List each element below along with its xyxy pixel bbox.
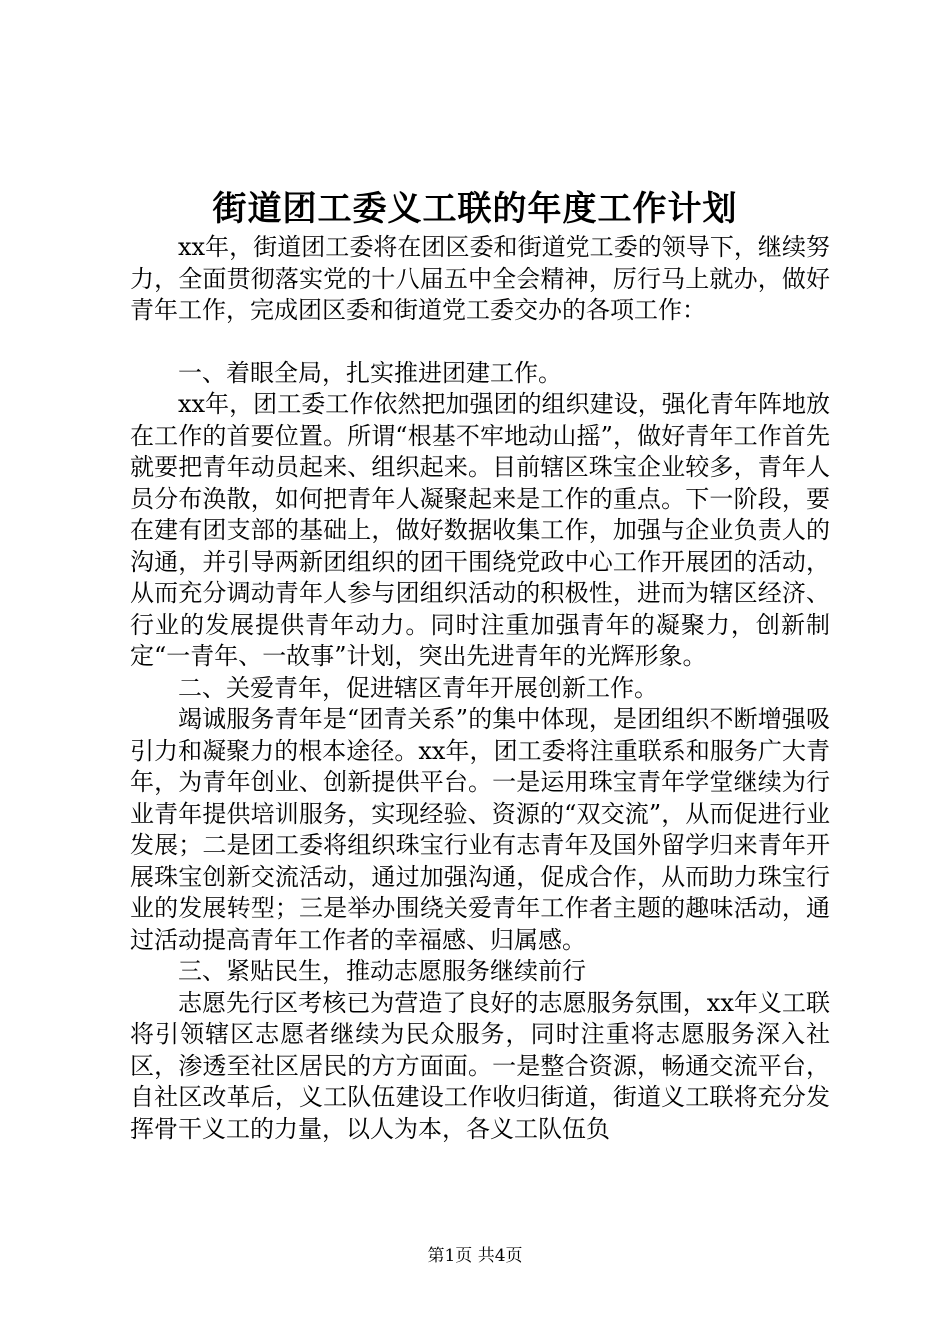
page-number-footer: 第1页 共4页 [427, 1246, 523, 1266]
section-2-paragraph: 竭诚服务青年是“团青关系”的集中体现，是团组织不断增强吸引力和凝聚力的根本途径。xx年，团工委将注重联系和服务广大青年，为青年创业、创新提供平台。一是运用珠宝青年学堂继续为行业青年提供培训服务，实现经验、资源的“双交流”，从而促进行业发展；二是团工委将组织珠宝行业有志青年及国外留学归来青年开展珠宝创新交流活动，通过加强沟通，促成合作，从而助力珠宝行业的发展转型；三是举办围绕关爱青年工作者主题的趣味活动，通过活动提高青年工作者的幸福感、归属感。 [130, 705, 830, 954]
section-heading-2: 二、关爱青年，促进辖区青年开展创新工作。 [178, 673, 658, 702]
section-heading-3: 三、紧贴民生，推动志愿服务继续前行 [178, 957, 586, 985]
section-3-paragraph: 志愿先行区考核已为营造了良好的志愿服务氛围，xx年义工联将引领辖区志愿者继续为民众服务，同时注重将志愿服务深入社区，渗透至社区居民的方方面面。一是整合资源，畅通交流平台，自社区改革后，义工队伍建设工作收归街道，街道义工联将充分发挥骨干义工的力量，以人为本，各义工队伍负 [130, 988, 830, 1143]
section-heading-1: 一、着眼全局，扎实推进团建工作。 [178, 358, 562, 387]
document-body [130, 232, 830, 1145]
intro-paragraph: xx年，街道团工委将在团区委和街道党工委的领导下，继续努力，全面贯彻落实党的十八届五中全会精神，厉行马上就办，做好青年工作，完成团区委和街道党工委交办的各项工作： [130, 233, 830, 324]
section-1-paragraph: xx年，团工委工作依然把加强团的组织建设，强化青年阵地放在工作的首要位置。所谓“根基不牢地动山摇”，做好青年工作首先就要把青年动员起来、组织起来。目前辖区珠宝企业较多，青年人员分布涣散，如何把青年人凝聚起来是工作的重点。下一阶段，要在建有团支部的基础上，做好数据收集工作，加强与企业负责人的沟通，并引导两新团组织的团干围绕党政中心工作开展团的活动，从而充分调动青年人参与团组织活动的积极性，进而为辖区经济、行业的发展提供青年动力。同时注重加强青年的凝聚力，创新制定“一青年、一故事”计划，突出先进青年的光辉形象。 [130, 390, 830, 670]
document-title: 街道团工委义工联的年度工作计划 [212, 189, 738, 229]
